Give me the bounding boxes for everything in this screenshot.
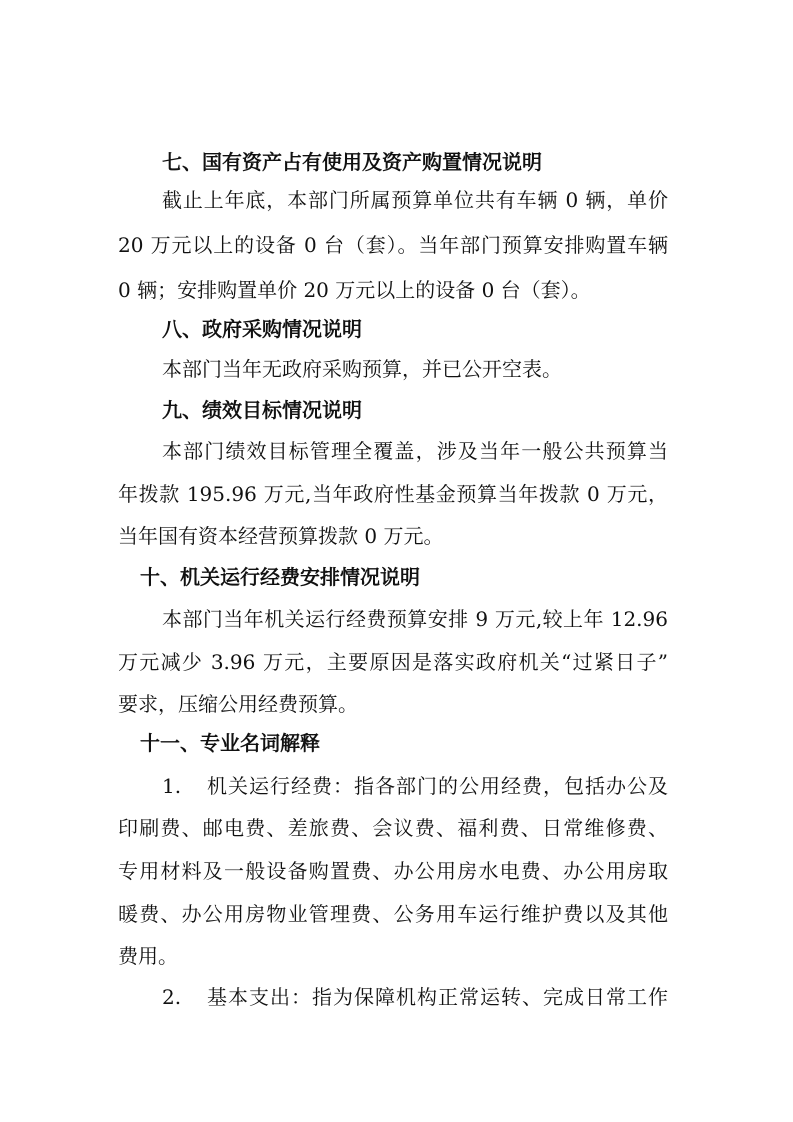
paragraph-text: 年拨款 195.96 万元,当年政府性基金预算当年拨款 0 万元，	[118, 482, 668, 506]
paragraph-text: 0 辆；安排购置单价 20 万元以上的设备 0 台（套）。	[118, 278, 591, 302]
paragraph-text: 本部门当年无政府采购预算，并已公开空表。	[162, 357, 562, 381]
paragraph-line	[0, 516, 793, 556]
section-heading-text: 八、政府采购情况说明	[162, 317, 362, 341]
section-heading	[0, 309, 793, 349]
list-item-text: 费用。	[118, 944, 178, 968]
list-item-line	[0, 894, 793, 934]
paragraph-line	[0, 431, 793, 471]
section-heading-text: 十、机关运行经费安排情况说明	[140, 565, 420, 589]
paragraph-text: 本部门当年机关运行经费预算安排 9 万元,较上年 12.96	[162, 607, 668, 631]
paragraph-text: 万元减少 3.96 万元，主要原因是落实政府机关“过紧日子”	[118, 650, 668, 674]
list-item-number: 2.	[162, 985, 182, 1009]
section-heading	[0, 390, 793, 430]
paragraph-text: 当年国有资本经营预算拨款 0 万元。	[118, 524, 444, 548]
list-item-number: 1.	[162, 774, 182, 798]
paragraph-text: 本部门绩效目标管理全覆盖，涉及当年一般公共预算当	[162, 439, 668, 463]
paragraph-text: 20 万元以上的设备 0 台（套）。当年部门预算安排购置车辆	[118, 233, 668, 257]
paragraph-line	[0, 270, 793, 310]
section-heading	[0, 557, 793, 597]
paragraph-line	[0, 599, 793, 639]
list-item-line	[0, 977, 793, 1017]
paragraph-line	[0, 642, 793, 682]
section-heading-text: 十一、专业名词解释	[140, 731, 320, 755]
list-item-text: 暖费、办公用房物业管理费、公务用车运行维护费以及其他	[118, 902, 668, 926]
list-item-text: 印刷费、邮电费、差旅费、会议费、福利费、日常维修费、	[118, 816, 668, 840]
section-heading	[0, 723, 793, 763]
list-item-text: 机关运行经费：指各部门的公用经费，包括办公及	[207, 774, 668, 798]
section-heading	[0, 142, 793, 182]
list-item-text: 基本支出：指为保障机构正常运转、完成日常工作	[207, 985, 668, 1009]
section-heading-text: 九、绩效目标情况说明	[162, 398, 362, 422]
list-item-line	[0, 766, 793, 806]
list-item-line	[0, 808, 793, 848]
section-heading-text: 七、国有资产占有使用及资产购置情况说明	[162, 150, 542, 174]
paragraph-line	[0, 474, 793, 514]
list-item-text: 专用材料及一般设备购置费、办公用房水电费、办公用房取	[118, 859, 668, 883]
paragraph-text: 要求，压缩公用经费预算。	[118, 692, 358, 716]
list-item-line	[0, 851, 793, 891]
paragraph-text: 截止上年底，本部门所属预算单位共有车辆 0 辆，单价	[162, 188, 668, 212]
paragraph-line	[0, 180, 793, 220]
paragraph-line	[0, 349, 793, 389]
list-item-line	[0, 936, 793, 976]
paragraph-line	[0, 684, 793, 724]
paragraph-line	[0, 225, 793, 265]
